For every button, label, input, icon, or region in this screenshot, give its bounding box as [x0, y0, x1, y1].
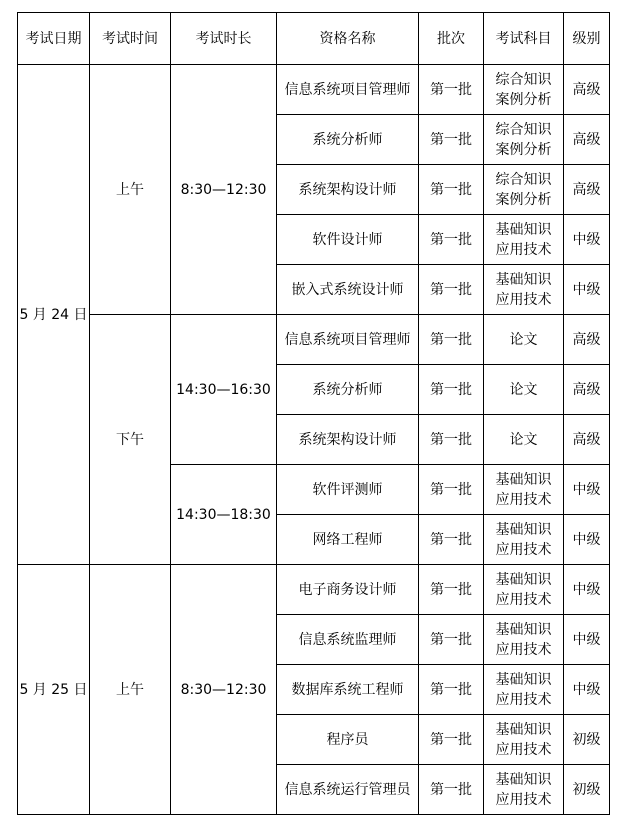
level-cell: 高级: [564, 65, 610, 115]
subject-line: 基础知识: [495, 571, 552, 588]
batch-cell: 第一批: [419, 65, 484, 115]
qualification-cell: 嵌入式系统设计师: [277, 265, 419, 315]
subject-line: 基础知识: [495, 271, 552, 288]
level-cell: 中级: [564, 615, 610, 665]
subject-cell: 论文: [484, 315, 564, 365]
subject-cell: [484, 715, 564, 765]
subject-cell: [484, 265, 564, 315]
level-cell: 中级: [564, 265, 610, 315]
subject-cell: [484, 615, 564, 665]
batch-cell: 第一批: [419, 765, 484, 815]
subject-line: 基础知识: [495, 721, 552, 738]
qualification-cell: 程序员: [277, 715, 419, 765]
qualification-cell: 软件评测师: [277, 465, 419, 515]
subject-line: 应用技术: [495, 741, 552, 758]
level-cell: 初级: [564, 765, 610, 815]
subject-cell: [484, 765, 564, 815]
qualification-cell: 电子商务设计师: [277, 565, 419, 615]
table-row: [18, 565, 610, 615]
subject-cell: [484, 665, 564, 715]
exam-duration-cell: 14:30—18:30: [171, 465, 277, 565]
subject-line: 基础知识: [495, 521, 552, 538]
subject-line: 应用技术: [495, 491, 552, 508]
batch-cell: 第一批: [419, 515, 484, 565]
subject-cell: [484, 115, 564, 165]
header-batch: 批次: [419, 13, 484, 65]
subject-line: 综合知识: [495, 121, 552, 138]
batch-cell: 第一批: [419, 615, 484, 665]
subject-line: 应用技术: [495, 691, 552, 708]
subject-cell: [484, 215, 564, 265]
batch-cell: 第一批: [419, 665, 484, 715]
subject-line: 应用技术: [495, 641, 552, 658]
batch-cell: 第一批: [419, 715, 484, 765]
table-row: [18, 315, 610, 365]
subject-cell: [484, 515, 564, 565]
qualification-cell: 软件设计师: [277, 215, 419, 265]
batch-cell: 第一批: [419, 565, 484, 615]
level-cell: 中级: [564, 465, 610, 515]
level-cell: 高级: [564, 365, 610, 415]
subject-line: 基础知识: [495, 621, 552, 638]
level-cell: 高级: [564, 315, 610, 365]
qualification-cell: 信息系统运行管理员: [277, 765, 419, 815]
qualification-cell: 信息系统项目管理师: [277, 65, 419, 115]
subject-line: 基础知识: [495, 771, 552, 788]
qualification-cell: 信息系统监理师: [277, 615, 419, 665]
exam-duration-cell: 14:30—16:30: [171, 315, 277, 465]
subject-line: 基础知识: [495, 471, 552, 488]
exam-duration-cell: 8:30—12:30: [171, 65, 277, 315]
subject-line: 基础知识: [495, 221, 552, 238]
batch-cell: 第一批: [419, 215, 484, 265]
exam-date-cell: 5 月 24 日: [18, 65, 90, 565]
subject-line: 应用技术: [495, 791, 552, 808]
exam-duration-cell: 8:30—12:30: [171, 565, 277, 815]
level-cell: 中级: [564, 565, 610, 615]
batch-cell: 第一批: [419, 315, 484, 365]
subject-line: 案例分析: [495, 191, 552, 208]
subject-line: 应用技术: [495, 291, 552, 308]
level-cell: 高级: [564, 165, 610, 215]
batch-cell: 第一批: [419, 415, 484, 465]
header-exam-time: 考试时间: [90, 13, 171, 65]
batch-cell: 第一批: [419, 165, 484, 215]
qualification-cell: 系统架构设计师: [277, 165, 419, 215]
subject-line: 案例分析: [495, 91, 552, 108]
level-cell: 初级: [564, 715, 610, 765]
qualification-cell: 数据库系统工程师: [277, 665, 419, 715]
level-cell: 中级: [564, 665, 610, 715]
level-cell: 高级: [564, 115, 610, 165]
subject-line: 综合知识: [495, 171, 552, 188]
table-row: [18, 65, 610, 115]
level-cell: 中级: [564, 515, 610, 565]
qualification-cell: 系统分析师: [277, 115, 419, 165]
exam-date-cell: 5 月 25 日: [18, 565, 90, 815]
header-exam-duration: 考试时长: [171, 13, 277, 65]
exam-time-cell: 上午: [90, 565, 171, 815]
subject-line: 应用技术: [495, 241, 552, 258]
level-cell: 高级: [564, 415, 610, 465]
subject-cell: [484, 565, 564, 615]
header-row: [18, 13, 610, 65]
exam-time-cell: 上午: [90, 65, 171, 315]
subject-line: 基础知识: [495, 671, 552, 688]
subject-cell: 论文: [484, 415, 564, 465]
subject-line: 综合知识: [495, 71, 552, 88]
qualification-cell: 系统架构设计师: [277, 415, 419, 465]
batch-cell: 第一批: [419, 115, 484, 165]
subject-cell: [484, 465, 564, 515]
subject-line: 案例分析: [495, 141, 552, 158]
subject-cell: [484, 165, 564, 215]
header-level: 级别: [564, 13, 610, 65]
exam-time-cell: 下午: [90, 315, 171, 565]
exam-schedule-table: [17, 12, 610, 815]
subject-cell: [484, 65, 564, 115]
header-exam-date: 考试日期: [18, 13, 90, 65]
level-cell: 中级: [564, 215, 610, 265]
batch-cell: 第一批: [419, 265, 484, 315]
qualification-cell: 系统分析师: [277, 365, 419, 415]
subject-cell: 论文: [484, 365, 564, 415]
header-qualification: 资格名称: [277, 13, 419, 65]
header-subject: 考试科目: [484, 13, 564, 65]
batch-cell: 第一批: [419, 365, 484, 415]
qualification-cell: 信息系统项目管理师: [277, 315, 419, 365]
qualification-cell: 网络工程师: [277, 515, 419, 565]
batch-cell: 第一批: [419, 465, 484, 515]
subject-line: 应用技术: [495, 541, 552, 558]
subject-line: 应用技术: [495, 591, 552, 608]
